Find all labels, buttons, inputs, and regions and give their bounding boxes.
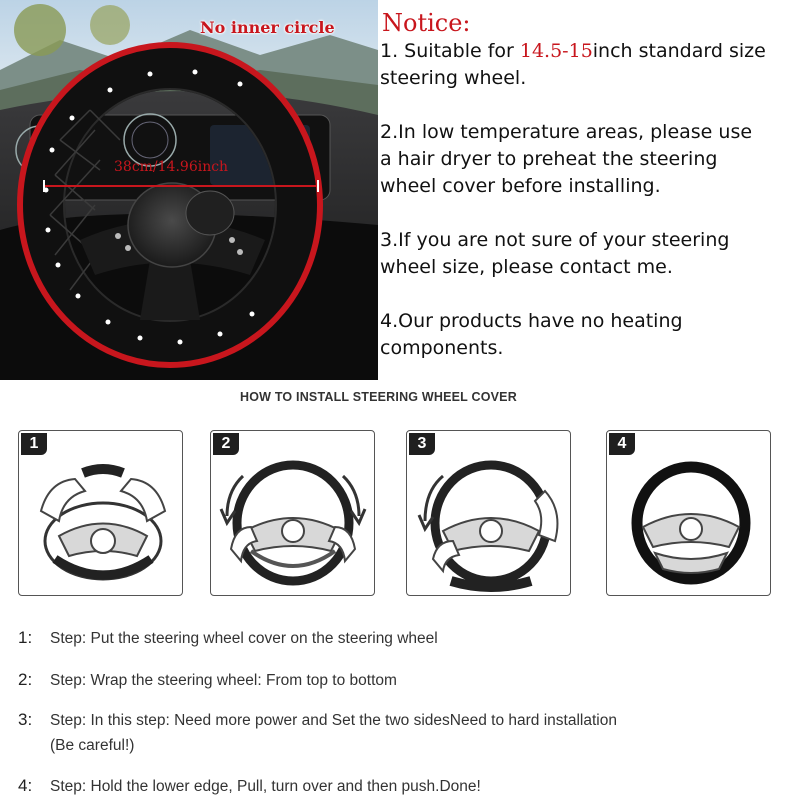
- install-step-2-illustration: [210, 430, 375, 596]
- notice-item-4: 4.Our products have no heating: [380, 310, 683, 332]
- step-number-badge: 3: [409, 433, 435, 455]
- step-number: 4:: [18, 776, 33, 795]
- instruction-step-2: [18, 670, 397, 690]
- notice-item-1-unit: inch standard size: [592, 40, 766, 62]
- notice-item-2-cont: a hair dryer to preheat the steering: [380, 148, 718, 170]
- howto-title: HOW TO INSTALL STEERING WHEEL COVER: [240, 390, 517, 404]
- notice-item-4-cont: components.: [380, 337, 504, 359]
- notice-item-1-cont: steering wheel.: [380, 67, 527, 89]
- step-text: Step: Put the steering wheel cover on the steering wheel: [50, 630, 438, 647]
- steering-wheel-photo: [0, 0, 378, 380]
- notice-item-2-cont2: wheel cover before installing.: [380, 175, 661, 197]
- install-step-4-illustration: [606, 430, 771, 596]
- notice-item-3-cont: wheel size, please contact me.: [380, 256, 673, 278]
- step-text: Step: Hold the lower edge, Pull, turn over and then push.Done!: [50, 778, 481, 795]
- step-number: 3:: [18, 710, 33, 729]
- step-number-badge: 4: [609, 433, 635, 455]
- steering-wheel-icon: [211, 431, 375, 596]
- notice-item-1-text: 1. Suitable for: [380, 40, 520, 62]
- install-step-1-illustration: [18, 430, 183, 596]
- instruction-step-3-cont: (Be careful!): [50, 737, 135, 754]
- step-number: 1:: [18, 628, 33, 647]
- instruction-step-1: [18, 628, 438, 648]
- step-text: Step: In this step: Need more power and Set the two sidesNeed to hard installation: [50, 712, 617, 729]
- step-number-badge: 2: [213, 433, 239, 455]
- notice-panel: [378, 8, 800, 380]
- step-number: 2:: [18, 670, 33, 689]
- no-inner-circle-label: No inner circle: [200, 18, 335, 37]
- steering-wheel-icon: [607, 431, 771, 596]
- steering-wheel-icon: [19, 431, 183, 596]
- notice-title: Notice:: [382, 9, 471, 37]
- product-photo: [0, 0, 378, 380]
- notice-item-3: 3.If you are not sure of your steering: [380, 229, 730, 251]
- instruction-step-4: [18, 776, 481, 796]
- notice-item-1: [380, 38, 800, 65]
- step-number-badge: 1: [21, 433, 47, 455]
- install-step-3-illustration: [406, 430, 571, 596]
- size-range: 14.5-15: [519, 40, 593, 62]
- diameter-label: 38cm/14.96inch: [114, 159, 229, 175]
- notice-item-2: 2.In low temperature areas, please use: [380, 121, 753, 143]
- instruction-step-3: [18, 710, 617, 730]
- steering-wheel-icon: [407, 431, 571, 596]
- step-text: Step: Wrap the steering wheel: From top to bottom: [50, 672, 397, 689]
